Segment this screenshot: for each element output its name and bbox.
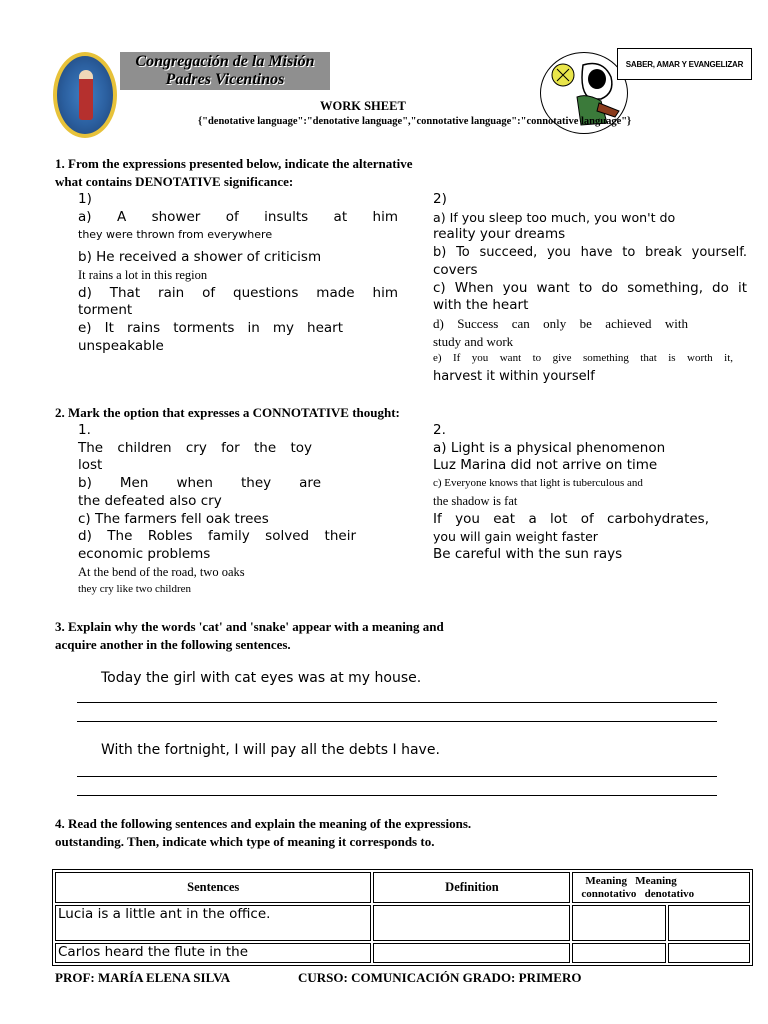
q2-right-option-d-cont: you will gain weight faster	[433, 529, 598, 545]
q2-right-number: 2.	[433, 422, 446, 438]
q2-option-e: At the bend of the road, two oaks	[78, 564, 245, 579]
congregation-seal-logo	[53, 52, 117, 138]
row-2-sentence: Carlos heard the flute in the	[55, 943, 371, 963]
q1-option-e: e) It rains torments in my heart	[78, 319, 343, 336]
question-3-line-2: acquire another in the following sentences.	[55, 637, 291, 652]
header-denotativo: denotativo	[644, 887, 695, 900]
table-row	[55, 905, 750, 941]
q1-option-a-cont: they were thrown from everywhere	[78, 228, 273, 242]
worksheet-title: WORK SHEET	[320, 99, 406, 113]
header-meaning	[572, 872, 750, 903]
answer-line[interactable]	[77, 721, 717, 722]
q2-right-option-d: If you eat a lot of carbohydrates,	[433, 510, 709, 527]
q2-option-c: c) The farmers fell oak trees	[78, 510, 269, 527]
congregation-line-1: Congregación de la Misión	[135, 53, 315, 70]
header-meaning-2: Meaning	[635, 874, 677, 887]
header-definition: Definition	[373, 872, 570, 903]
question-4-line-2: outstanding. Then, indicate which type of meaning it corresponds to.	[55, 834, 435, 849]
header-sentences: Sentences	[55, 872, 371, 903]
q2-right-option-c-cont: the shadow is fat	[433, 493, 518, 508]
q1-option-b-cont: It rains a lot in this region	[78, 267, 208, 282]
q1-right-option-a-cont: reality your dreams	[433, 226, 566, 243]
q2-option-e-cont: they cry like two children	[78, 583, 192, 596]
q1-right-option-d-cont: study and work	[433, 333, 514, 349]
q2-left-number: 1.	[78, 422, 91, 438]
q1-option-b: b) He received a shower of criticism	[78, 249, 322, 266]
question-1-line-2: what contains DENOTATIVE significance:	[55, 174, 294, 189]
q2-right-option-c: c) Everyone knows that light is tuberculous and	[433, 477, 643, 490]
q1-right-option-d: d) Success can only be achieved with	[433, 315, 688, 331]
motto-text: SABER, AMAR Y EVANGELIZAR	[625, 59, 744, 69]
q1-option-d: d) That rain of questions made him	[78, 284, 398, 301]
question-2-right-column	[433, 422, 747, 564]
table-row	[55, 943, 750, 963]
row-2-definition-cell[interactable]	[373, 943, 570, 963]
sentence-2: With the fortnight, I will pay all the debts I have.	[101, 742, 440, 758]
question-1-left-column	[78, 191, 398, 355]
question-2-left-column	[78, 422, 398, 599]
q1-right-option-c: c) When you want to do something, do it	[433, 279, 747, 296]
question-1-line-1: 1. From the expressions presented below, indicate the alternative	[55, 156, 413, 171]
congregation-line-2: Padres Vicentinos	[165, 71, 285, 88]
answer-line[interactable]	[77, 795, 717, 796]
q1-right-option-a: a) If you sleep too much, you won't do	[433, 209, 676, 225]
question-3-title	[55, 618, 444, 654]
question-2-title: 2. Mark the option that expresses a CONNOTATIVE thought:	[55, 405, 400, 420]
saint-figure-icon	[79, 70, 93, 120]
q1-right-option-c-cont: with the heart	[433, 297, 529, 314]
q1-option-e-cont: unspeakable	[78, 337, 164, 354]
question-1-right-column	[433, 191, 747, 386]
answer-line[interactable]	[77, 702, 717, 703]
q1-left-number: 1)	[78, 191, 92, 207]
q1-option-a: a) A shower of insults at him	[78, 208, 398, 225]
sentences-table	[52, 869, 753, 966]
question-4-title	[55, 815, 471, 851]
header-meaning-1: Meaning	[585, 874, 627, 887]
q1-right-number: 2)	[433, 191, 447, 207]
q2-right-option-a: a) Light is a physical phenomenon	[433, 439, 666, 456]
row-2-denotative-cell[interactable]	[668, 943, 750, 963]
sentence-1: Today the girl with cat eyes was at my house.	[101, 670, 422, 686]
q2-option-b: b) Men when they are	[78, 475, 321, 492]
q2-option-d: d) The Robles family solved their	[78, 528, 356, 545]
row-1-connotative-cell[interactable]	[572, 905, 666, 941]
q1-right-option-e: e) If you want to give something that is worth it,	[433, 352, 733, 365]
row-1-denotative-cell[interactable]	[668, 905, 750, 941]
footer-course: CURSO: COMUNICACIÓN GRADO: PRIMERO	[298, 970, 582, 985]
motto-box	[617, 48, 752, 80]
q2-option-d-cont: economic problems	[78, 545, 211, 562]
row-1-definition-cell[interactable]	[373, 905, 570, 941]
question-4-line-1: 4. Read the following sentences and explain the meaning of the expressions.	[55, 816, 472, 831]
answer-line[interactable]	[77, 776, 717, 777]
q2-option-b-cont: the defeated also cry	[78, 492, 222, 509]
worksheet-subtitle: {"denotative language":"denotative language","connotative language":"connotative language"}	[198, 116, 632, 127]
q1-right-option-b: b) To succeed, you have to break yourself.	[433, 245, 747, 261]
congregation-name	[120, 52, 330, 90]
question-3-line-1: 3. Explain why the words 'cat' and 'snake' appear with a meaning and	[55, 619, 444, 634]
header-connotativo: connotativo	[581, 887, 637, 900]
q2-option-a-cont: lost	[78, 457, 103, 474]
q2-option-a: The children cry for the toy	[78, 439, 312, 456]
row-2-connotative-cell[interactable]	[572, 943, 666, 963]
question-1-title	[55, 155, 412, 191]
q1-right-option-e-cont: harvest it within yourself	[433, 369, 595, 385]
q2-right-option-e: Be careful with the sun rays	[433, 545, 623, 562]
q1-option-d-cont: torment	[78, 302, 133, 319]
q2-right-option-a-cont: Luz Marina did not arrive on time	[433, 457, 658, 474]
row-1-sentence: Lucia is a little ant in the office.	[55, 905, 371, 941]
table-header-row	[55, 872, 750, 903]
q1-right-option-b-cont: covers	[433, 261, 478, 278]
footer-teacher: PROF: MARÍA ELENA SILVA	[55, 970, 231, 985]
